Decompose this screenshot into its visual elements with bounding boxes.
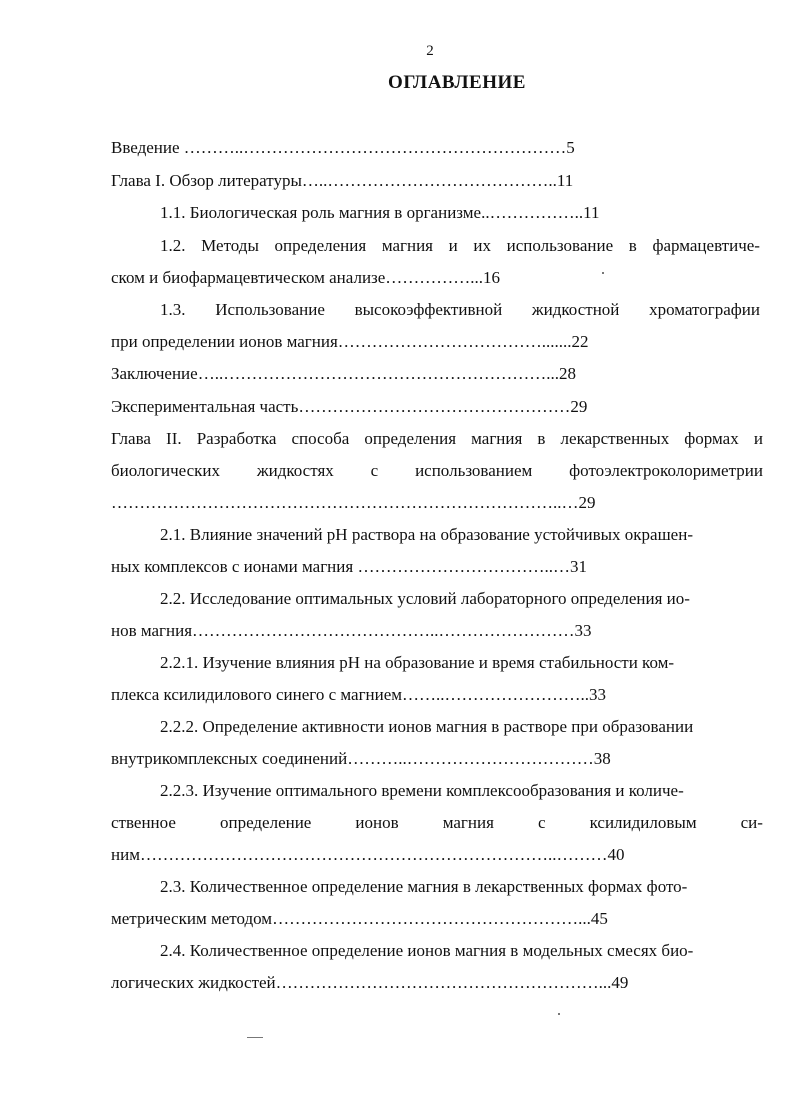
toc-word: магния (442, 813, 494, 832)
toc-word: ксилидиловым (589, 813, 697, 832)
toc-word: определения (364, 429, 457, 448)
toc-entry-2-3-line1[interactable]: 2.3. Количественное определение магния в лекарственных формах фото- (160, 877, 688, 896)
toc-word: определения (274, 236, 367, 255)
toc-word: формах (684, 429, 739, 448)
toc-entry-2-1-line2[interactable]: ных комплексов с ионами магния ……………………………..…31 (111, 557, 587, 576)
toc-entry-1-2-line2[interactable]: ском и биофармацевтическом анализе……………...16 (111, 268, 501, 287)
toc-word: 1.2. (160, 236, 186, 255)
toc-word: определение (219, 813, 312, 832)
toc-entry-2-2-line1[interactable]: 2.2. Исследование оптимальных условий лабораторного определения ио- (160, 589, 690, 608)
toc-word: с (537, 813, 546, 832)
toc-word: их (473, 236, 492, 255)
toc-word: биологических (111, 461, 220, 480)
toc-entry-1-3-line1[interactable] (160, 299, 760, 321)
page-title: ОГЛАВЛЕНИЕ (388, 72, 526, 93)
toc-word: фармацевтиче- (652, 236, 760, 255)
toc-entry-2-4-line2[interactable]: логических жидкостей…………………………………………………...49 (111, 973, 629, 992)
toc-word: Использование (215, 300, 325, 319)
toc-word: Разработка (196, 429, 277, 448)
toc-word: жидкостной (531, 300, 620, 319)
toc-entry-chapter-1[interactable]: Глава I. Обзор литературы…..…………………………………..11 (111, 171, 574, 190)
toc-word: 1.3. (160, 300, 186, 319)
toc-word: II. (166, 429, 182, 448)
toc-word: лекарственных (560, 429, 670, 448)
toc-entry-2-2-2-line2[interactable]: внутрикомплексных соединений………..……………………………38 (111, 749, 611, 768)
toc-word: ственное (111, 813, 176, 832)
toc-word: си- (740, 813, 763, 832)
toc-entry-2-3-line2[interactable]: метрическим методом………………………………………………...45 (111, 909, 608, 928)
toc-entry-chapter-2-line2[interactable] (111, 460, 763, 482)
toc-entry-chapter-2-line1[interactable] (111, 428, 763, 450)
toc-word: магния (381, 236, 434, 255)
toc-word: использование (506, 236, 614, 255)
toc-entry-2-1-line1[interactable]: 2.1. Влияние значений pH раствора на образование устойчивых окрашен- (160, 525, 693, 544)
toc-word: жидкостях (256, 461, 334, 480)
toc-word: с (370, 461, 379, 480)
toc-word: и (448, 236, 458, 255)
toc-word: Глава (111, 429, 151, 448)
toc-entry-1-2-line1[interactable] (160, 235, 760, 257)
scan-artifact-dash (247, 1037, 263, 1038)
scan-artifact-dot (558, 1013, 560, 1015)
toc-word: в (537, 429, 546, 448)
toc-entry-2-4-line1[interactable]: 2.4. Количественное определение ионов магния в модельных смесях био- (160, 941, 694, 960)
toc-entry-1-1[interactable]: 1.1. Биологическая роль магния в организме..……………..11 (160, 203, 600, 222)
toc-word: фотоэлектроколориметрии (569, 461, 763, 480)
toc-word: высокоэффективной (354, 300, 503, 319)
toc-entry-1-3-line2[interactable]: при определении ионов магния……………………………….......22 (111, 332, 589, 351)
toc-word: ионов (355, 813, 399, 832)
toc-word: хроматографии (649, 300, 760, 319)
toc-entry-experimental[interactable]: Экспериментальная часть…………………………………………29 (111, 397, 588, 416)
toc-entry-2-2-1-line2[interactable]: плекса ксилидилового синего с магнием……..……………………..33 (111, 685, 607, 704)
toc-word: способа (291, 429, 350, 448)
scan-artifact-dot (602, 272, 604, 274)
toc-entry-2-2-2-line1[interactable]: 2.2.2. Определение активности ионов магния в растворе при образовании (160, 717, 694, 736)
toc-word: магния (471, 429, 523, 448)
toc-entry-2-2-3-line3[interactable]: ним………………………………………………………………..………40 (111, 845, 625, 864)
toc-entry-2-2-3-line2[interactable] (111, 812, 763, 834)
toc-entry-2-2-3-line1[interactable]: 2.2.3. Изучение оптимального времени комплексообразования и количе- (160, 781, 684, 800)
toc-entry-chapter-2-line3[interactable]: ……………………………………………………………………..…29 (111, 493, 596, 512)
toc-word: и (753, 429, 763, 448)
toc-entry-2-2-line2[interactable]: нов магния……………………………………..……………………33 (111, 621, 592, 640)
toc-entry-conclusion[interactable]: Заключение…..…………………………………………………...28 (111, 364, 576, 383)
toc-entry-2-2-1-line1[interactable]: 2.2.1. Изучение влияния pH на образование и время стабильности ком- (160, 653, 675, 672)
toc-word: в (628, 236, 637, 255)
toc-word: Методы (201, 236, 259, 255)
toc-word: использованием (415, 461, 533, 480)
page-number: 2 (426, 43, 434, 59)
toc-entry-intro[interactable]: Введение ………..…………………………………………………5 (111, 138, 575, 157)
